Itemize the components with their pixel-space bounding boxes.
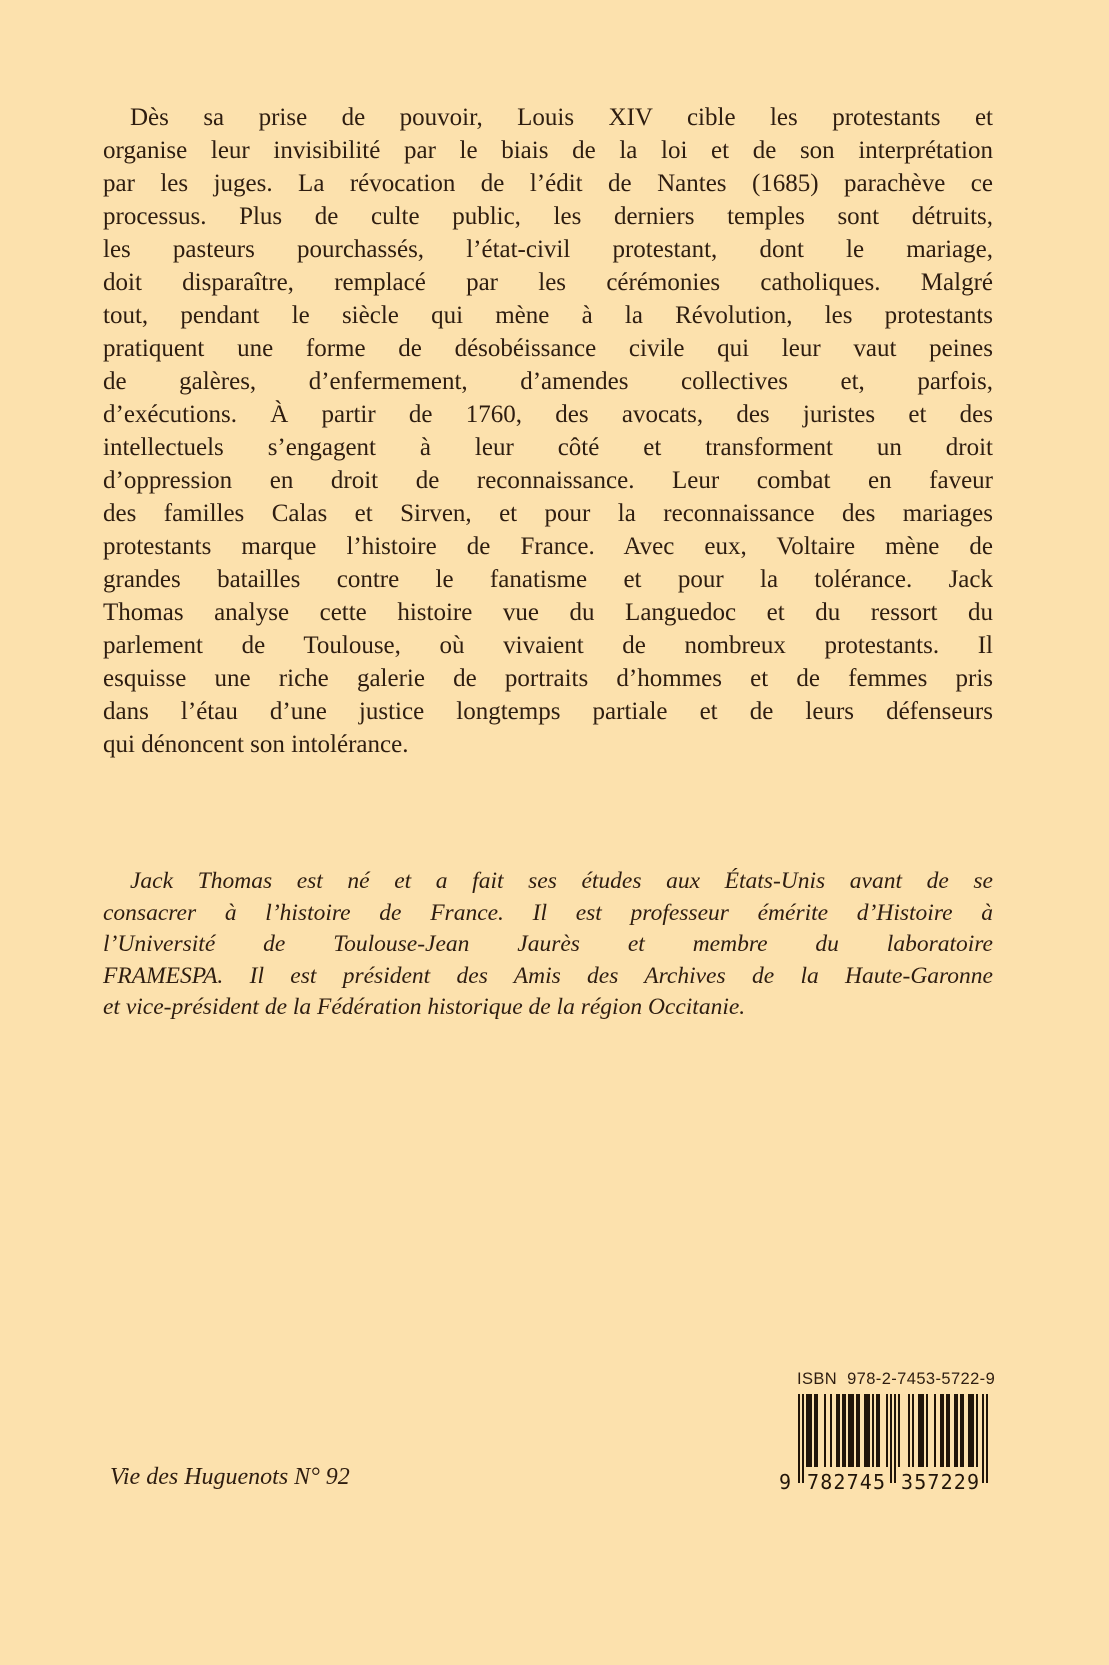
synopsis-line: des familles Calas et Sirven, et pour la reconnaissance des mariages [103,500,993,527]
barcode-bar [836,1394,838,1467]
barcode-bar [908,1394,910,1467]
barcode-bar [920,1394,922,1467]
synopsis-line: par les juges. La révocation de l’édit de Nantes (1685) parachève ce [103,170,993,197]
barcode-bar [824,1394,826,1467]
barcode-bar [798,1394,800,1483]
barcode-bar [968,1394,970,1467]
synopsis-line: pratiquent une forme de désobéissance civile qui leur vaut peines [103,335,993,362]
barcode-bar [970,1394,972,1467]
barcode-bar [972,1394,974,1467]
synopsis-line: Dès sa prise de pouvoir, Louis XIV cible les protestants et [130,104,993,131]
barcode-bar [864,1394,866,1467]
barcode-bar [894,1394,896,1483]
barcode-bar [814,1394,816,1467]
barcode-bar [876,1394,878,1467]
synopsis-paragraph [103,101,993,761]
isbn-barcode [775,1370,995,1500]
synopsis-line: qui dénoncent son intolérance. [103,731,409,758]
author-bio-paragraph [103,866,993,1024]
synopsis-line: dans l’étau d’une justice longtemps partiale et de leurs défenseurs [103,698,993,725]
barcode-bar [890,1394,892,1483]
barcode-bar [886,1394,888,1467]
barcode-bar [842,1394,844,1467]
author-bio-line: FRAMESPA. Il est président des Amis des Archives de la Haute-Garonne [103,962,993,989]
synopsis-line: parlement de Toulouse, où vivaient de nombreux protestants. Il [103,632,993,659]
barcode-bar [830,1394,832,1467]
author-bio-line: et vice-président de la Fédération historique de la région Occitanie. [103,994,746,1020]
barcode-bar [856,1394,858,1467]
barcode-bar [866,1394,868,1467]
synopsis-line: processus. Plus de culte public, les derniers temples sont détruits, [103,203,993,230]
barcode-bar [912,1394,914,1467]
isbn-label: ISBN 978-2-7453-5722-9 [797,1370,996,1388]
synopsis-line: d’exécutions. À partir de 1760, des avocats, des juristes et des [103,401,993,428]
synopsis-line: tout, pendant le siècle qui mène à la Révolution, les protestants [103,302,993,329]
barcode-bar [808,1394,810,1467]
barcode-bar [960,1394,962,1467]
barcode-bar [858,1394,860,1467]
synopsis-line: organise leur invisibilité par le biais de la loi et de son interprétation [103,137,993,164]
barcode-bar [926,1394,928,1467]
synopsis-line: d’oppression en droit de reconnaissance. Leur combat en faveur [103,467,993,494]
barcode-bar [852,1394,854,1467]
barcode-bar [948,1394,950,1467]
barcode-digit-first: 9 [779,1470,792,1494]
barcode-digits-right: 357229 [901,1470,979,1494]
barcode-bar [838,1394,840,1467]
barcode-bar [956,1394,958,1467]
barcode-bar [942,1394,944,1467]
barcode-bar [850,1394,852,1467]
barcode-bar [802,1394,804,1483]
synopsis-line: de galères, d’enfermement, d’amendes collectives et, parfois, [103,368,993,395]
barcode-bar [848,1394,850,1467]
barcode-bar [872,1394,874,1467]
barcode-digits-left: 782745 [807,1470,885,1494]
barcode-bar [986,1394,988,1483]
barcode-bar [878,1394,880,1467]
ean13-barcode [775,1394,995,1498]
barcode-bar [816,1394,818,1467]
barcode-bar [922,1394,924,1467]
barcode-bar [976,1394,978,1467]
synopsis-line: Thomas analyse cette histoire vue du Languedoc et du ressort du [103,599,993,626]
synopsis-line: grandes batailles contre le fanatisme et pour la tolérance. Jack [103,566,993,593]
barcode-bar [962,1394,964,1467]
author-bio-line: Jack Thomas est né et a fait ses études aux États-Unis avant de se [130,868,993,894]
barcode-bar [868,1394,870,1467]
barcode-bar [982,1394,984,1483]
synopsis-line: protestants marque l’histoire de France. Avec eux, Voltaire mène de [103,533,993,560]
barcode-bar [954,1394,956,1467]
author-bio-line: l’Université de Toulouse-Jean Jaurès et membre du laboratoire [103,931,993,957]
barcode-bar [806,1394,808,1467]
barcode-bar [946,1394,948,1467]
author-bio-line: consacrer à l’histoire de France. Il est professeur émérite d’Histoire à [103,899,993,926]
barcode-bar [934,1394,936,1467]
barcode-bar [810,1394,812,1467]
synopsis-line: les pasteurs pourchassés, l’état-civil protestant, dont le mariage, [103,236,993,263]
barcode-bar [844,1394,846,1467]
barcode-bar [940,1394,942,1467]
barcode-bar [918,1394,920,1467]
barcode-bar [898,1394,900,1467]
collection-label: Vie des Huguenots N° 92 [110,1464,350,1490]
synopsis-line: doit disparaître, remplacé par les cérémonies catholiques. Malgré [103,269,993,296]
synopsis-line: intellectuels s’engagent à leur côté et transforment un droit [103,434,993,461]
synopsis-line: esquisse une riche galerie de portraits d’hommes et de femmes pris [103,665,993,692]
